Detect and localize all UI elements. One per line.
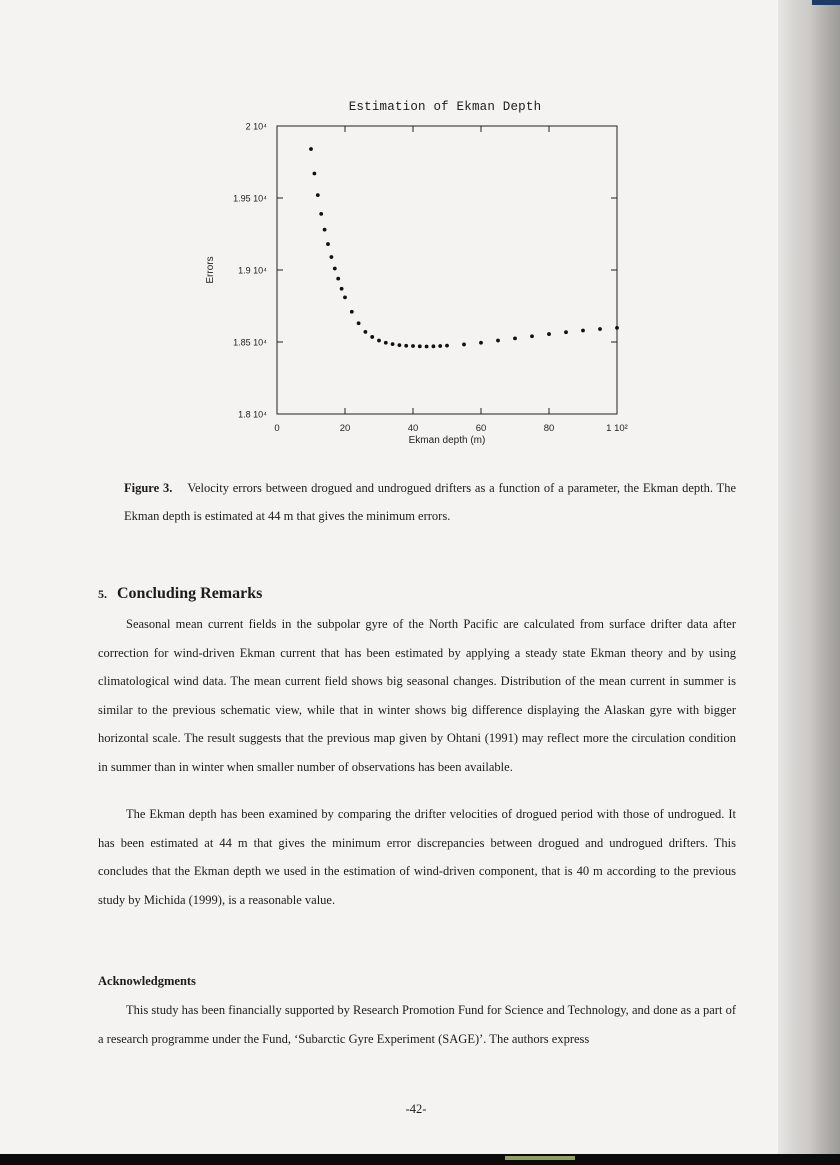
data-point [336, 277, 340, 281]
figure-caption [124, 474, 736, 530]
data-point [323, 228, 327, 232]
section-number: 5. [98, 587, 107, 601]
y-tick-label: 1.8 10⁴ [238, 409, 267, 420]
data-point [418, 344, 422, 348]
data-point [438, 344, 442, 348]
data-point [462, 343, 466, 347]
corner-mark [812, 0, 840, 5]
data-point [496, 339, 500, 343]
data-point [513, 337, 517, 341]
x-tick-label: 60 [475, 423, 487, 434]
data-point [432, 344, 436, 348]
book-gutter [808, 0, 840, 1165]
paragraph-1-text: Seasonal mean current fields in the subpolar gyre of the North Pacific are calculated from surface drifter data after correction for wind-driven Ekman current that has been estimated by applying a steady state Ekman theory and by using climatological wind data. The mean current field shows big seasonal changes. Distribution of the mean current in summer is similar to the previous schematic view, while that in winter shows big difference displaying the Alaskan gyre with bigger horizontal scale. The result suggests that the previous map given by Ohtani (1991) may reflect more the circulation condition in summer than in winter when smaller number of observations has been available. [98, 617, 736, 774]
caption-text: Velocity errors between drogued and undrogued drifters as a function of a parameter, the Ekman depth. The Ekman depth is estimated at 44 m that gives the minimum errors. [124, 481, 736, 523]
acknowledgments-heading: Acknowledgments [98, 974, 196, 988]
data-point [326, 242, 330, 246]
data-point [343, 295, 347, 299]
data-point [404, 344, 408, 348]
y-tick-label: 1.85 10⁴ [233, 337, 267, 348]
section-title: Concluding Remarks [117, 585, 263, 602]
data-point [615, 326, 619, 330]
data-point [313, 172, 317, 176]
data-point [384, 341, 388, 345]
data-point [319, 212, 323, 216]
page-number: -42- [405, 1102, 427, 1116]
section-heading [98, 585, 262, 603]
paragraph-1 [98, 610, 736, 781]
x-tick-label: 40 [407, 423, 419, 434]
y-axis-label: Errors [205, 256, 216, 284]
data-point [333, 267, 337, 271]
data-point [316, 193, 320, 197]
data-point [564, 330, 568, 334]
chart [190, 112, 660, 452]
data-point [411, 344, 415, 348]
data-point [398, 343, 402, 347]
x-tick-label: 0 [274, 423, 280, 434]
data-point [377, 339, 381, 343]
chart-title: Estimation of Ekman Depth [348, 100, 542, 114]
data-point [547, 332, 551, 336]
x-tick-label: 1 10² [606, 423, 628, 434]
data-point [530, 334, 534, 338]
x-tick-label: 80 [543, 423, 555, 434]
acknowledgments-text: This study has been financially supported by Research Promotion Fund for Science and Technology, and done as a part of a research programme under the Fund, ‘Subarctic Gyre Experiment (SAGE)’. The authors express [98, 1003, 736, 1046]
scan-edge [0, 1154, 840, 1165]
paragraph-2-text: The Ekman depth has been examined by comparing the drifter velocities of drogued period with those of undrogued. It has been estimated at 44 m that gives the minimum error discrepancies between drogued and undrogued drifters. This concludes that the Ekman depth we used in the estimation of wind-driven component, that is 40 m according to the previous study by Michida (1999), is a reasonable value. [98, 807, 736, 907]
data-point [391, 342, 395, 346]
caption-label: Figure 3. [124, 481, 173, 495]
data-point [425, 345, 429, 349]
data-point [479, 341, 483, 345]
y-tick-label: 1.95 10⁴ [233, 193, 267, 204]
x-tick-label: 20 [339, 423, 351, 434]
data-point [309, 147, 313, 151]
paragraph-2 [98, 800, 736, 914]
plot-area [205, 122, 628, 447]
data-point [445, 344, 449, 348]
acknowledgments-paragraph [98, 996, 736, 1053]
data-point [370, 335, 374, 339]
plot-frame [277, 126, 617, 414]
data-point [364, 330, 368, 334]
y-tick-label: 1.9 10⁴ [238, 265, 267, 276]
data-point [330, 255, 334, 259]
x-axis-label: Ekman depth (m) [408, 435, 486, 446]
data-point [598, 327, 602, 331]
data-point [350, 310, 354, 314]
data-point [581, 329, 585, 333]
y-tick-label: 2 10⁴ [245, 121, 267, 132]
data-point [357, 321, 361, 325]
data-point [340, 287, 344, 291]
